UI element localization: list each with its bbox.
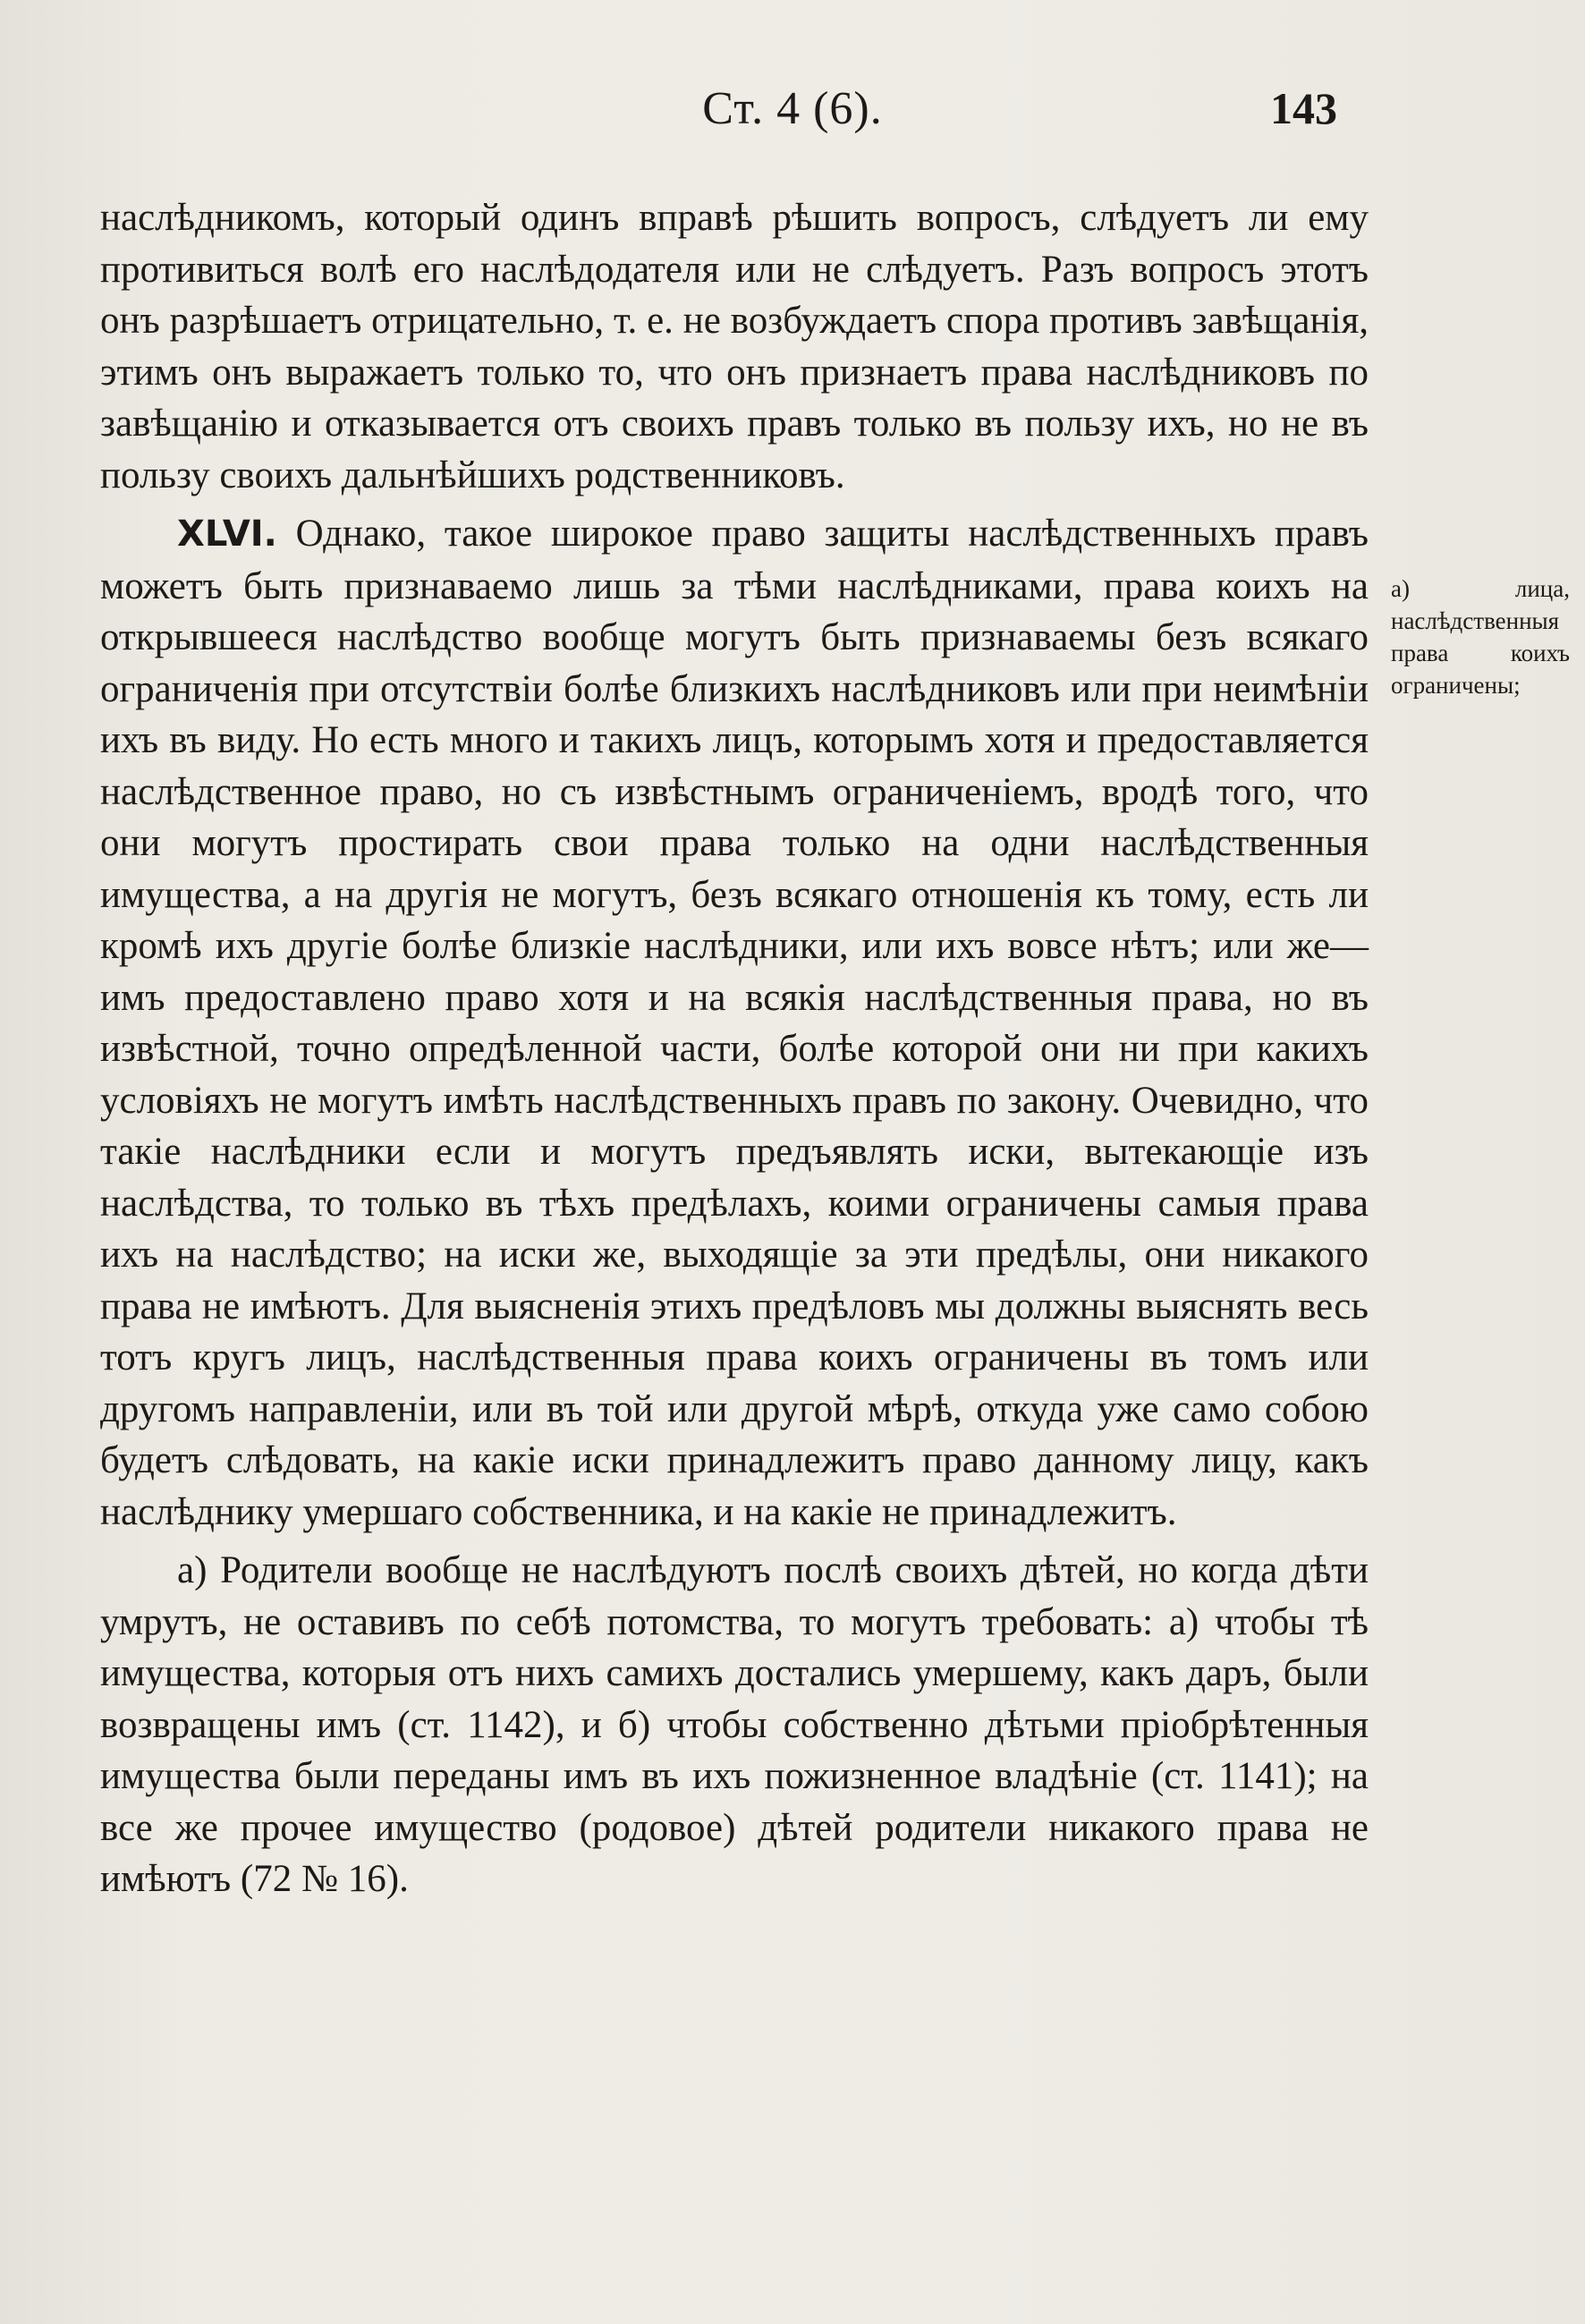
running-title: Ст. 4 (6).	[702, 83, 883, 134]
page-header	[0, 82, 1585, 154]
paragraph-continuation: наслѣдникомъ, который одинъ вправѣ рѣшить вопросъ, слѣдуетъ ли ему противиться волѣ его наслѣдодателя или не слѣдуетъ. Разъ вопросъ этотъ онъ разрѣшаетъ отрицательно, т. е. не возбуждаетъ спора противъ завѣщанія, этимъ онъ выражаетъ только то, что онъ признаетъ права наслѣдниковъ по завѣщанію и отказывается отъ своихъ правъ только въ пользу ихъ, но не въ пользу своихъ дальнѣйшихъ родственниковъ.	[100, 197, 1369, 496]
paragraph-text: Однако, такое широкое право защиты наслѣдственныхъ правъ можетъ быть признаваемо лишь за тѣми наслѣдниками, права коихъ на открывшееся наслѣдство вообще могутъ быть признаваемы безъ всякаго ограниченія при отсутствіи болѣе близкихъ наслѣдниковъ или при неимѣніи ихъ въ виду. Но есть много и такихъ лицъ, которымъ хотя и предоставляется наслѣдственное право, но съ извѣстнымъ ограниченіемъ, вродѣ того, что они могутъ простирать свои права только на одни наслѣдственныя имущества, а на другія не могутъ, безъ всякаго отношенія къ тому, есть ли кромѣ ихъ другіе болѣе близкіе наслѣдники, или ихъ вовсе нѣтъ; или же—имъ предоставлено право хотя и на всякія наслѣдственныя права, но въ извѣстной, точно опредѣленной части, болѣе которой они ни при какихъ условіяхъ не могутъ имѣть наслѣдственныхъ правъ по закону. Очевидно, что такіе наслѣдники если и могутъ предъявлять иски, вытекающіе изъ наслѣдства, то только въ тѣхъ предѣлахъ, коими ограничены самыя права ихъ на наслѣдство; на иски же, выходящіе за эти предѣлы, они никакого права не имѣютъ. Для выясненія этихъ предѣловъ мы должны выяснять весь тотъ кругъ лицъ, наслѣдственныя права коихъ ограничены въ томъ или другомъ направленіи, или въ той или другой мѣрѣ, откуда уже само собою будетъ слѣдовать, на какіе иски принадлежитъ право данному лицу, какъ наслѣднику умершаго собственника, и на какіе не принадлежитъ.	[100, 513, 1369, 1533]
paragraph-section-46	[100, 508, 1369, 1538]
page-number: 143	[1270, 83, 1337, 133]
body-text	[100, 192, 1369, 1905]
paragraph-parents: а) Родители вообще не наслѣдуютъ послѣ своихъ дѣтей, но когда дѣти умрутъ, не оставивъ по себѣ потомства, то могутъ требовать: а) чтобы тѣ имущества, которыя отъ нихъ самихъ достались умершему, какъ даръ, были возвращены имъ (ст. 1142), и б) чтобы собственно дѣтьми пріобрѣтенныя имущества были переданы имъ въ ихъ пожизненное владѣніе (ст. 1141); на все же прочее имущество (родовое) дѣтей родители никакого права не имѣютъ (72 № 16).	[100, 1549, 1369, 1900]
margin-note: а) лица, наслѣдственныя права коихъ ограничены;	[1391, 575, 1570, 699]
section-number: XLVI.	[177, 513, 277, 555]
